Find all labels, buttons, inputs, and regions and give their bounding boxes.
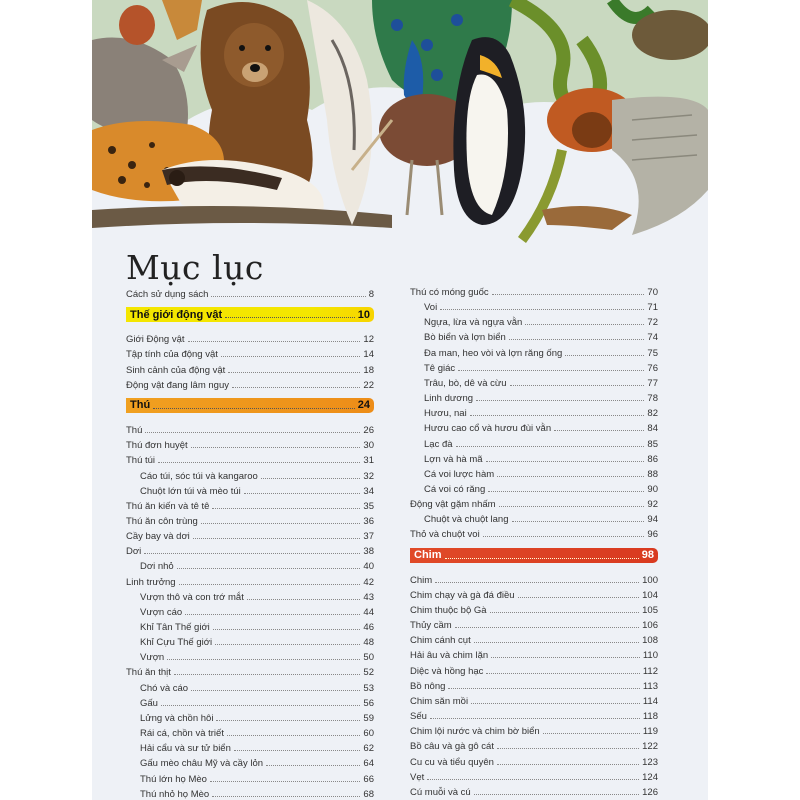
toc-entry-label: Thú có móng guốc: [410, 287, 489, 298]
toc-entry: [126, 377, 374, 391]
toc-entry: [410, 617, 658, 631]
toc-entry-label: Khỉ Cựu Thế giới: [140, 637, 213, 649]
dot-leader: [518, 597, 640, 598]
dot-leader: [486, 461, 645, 462]
toc-entry-page-number: 40: [363, 561, 374, 573]
toc-entry-page-number: 14: [363, 349, 374, 361]
toc-entry-page-number: 34: [363, 485, 374, 497]
toc-entry-page-number: 35: [363, 500, 374, 512]
dot-leader: [177, 568, 361, 569]
toc-entry-page-number: 8: [368, 289, 374, 300]
dot-leader: [225, 311, 355, 318]
toc-entry: [126, 513, 374, 527]
dot-leader: [191, 690, 360, 691]
toc-entry-label: Động vật đang lâm nguy: [126, 379, 229, 391]
dot-leader: [211, 296, 365, 297]
dot-leader: [212, 508, 360, 509]
toc-entry-label: Cú muỗi và cú: [410, 786, 471, 798]
toc-entry-page-number: 88: [647, 468, 658, 480]
toc-entry-page-number: 85: [647, 438, 658, 450]
toc-entry-label: Gấu mèo châu Mỹ và cầy lỏn: [140, 758, 264, 770]
dot-leader: [565, 355, 644, 356]
toc-entry-label: Voi: [424, 302, 438, 314]
toc-entry-page-number: 126: [642, 786, 658, 798]
dot-leader: [491, 657, 640, 658]
toc-entry-label: Chim chạy và gà đá điều: [410, 589, 515, 601]
toc-entry: [424, 329, 658, 343]
toc-entry: [140, 755, 374, 769]
toc-entry-page-number: 52: [363, 667, 374, 679]
toc-entry: [126, 543, 374, 557]
toc-entry: [424, 299, 658, 313]
dot-leader: [174, 674, 361, 675]
toc-entry-page-number: 37: [363, 531, 374, 543]
toc-entry-label: Bồ câu và gà gô cát: [410, 741, 494, 753]
dot-leader: [193, 538, 361, 539]
dot-leader: [201, 523, 361, 524]
toc-entry: [410, 632, 658, 646]
dot-leader: [474, 642, 639, 643]
toc-entry-page-number: 50: [363, 652, 374, 664]
dot-leader: [153, 402, 355, 409]
toc-entry-label: Giới Động vật: [126, 334, 185, 346]
toc-entry-label: Thú nhỏ họ Mèo: [140, 788, 210, 800]
toc-entry: [140, 558, 374, 572]
toc-entry-page-number: 114: [642, 695, 658, 707]
toc-entry-page-number: 94: [647, 514, 658, 526]
toc-entry-page-number: 78: [647, 393, 658, 405]
toc-entry-label: Trâu, bò, dê và cừu: [424, 377, 507, 389]
toc-entry-page-number: 10: [357, 308, 370, 321]
toc-entry-label: Cá voi lược hàm: [424, 468, 495, 480]
toc-entry: [126, 362, 374, 376]
toc-entry: [410, 602, 658, 616]
toc-entry-label: Cách sử dụng sách: [126, 289, 209, 300]
toc-entry-label: Thú đơn huyệt: [126, 440, 188, 452]
dot-leader: [492, 294, 645, 295]
toc-entry: [424, 511, 658, 525]
toc-entry-label: Khỉ Tân Thế giới: [140, 622, 210, 633]
dot-leader: [161, 705, 360, 706]
toc-entry: [140, 483, 374, 497]
toc-entry: [410, 526, 658, 540]
toc-entry-page-number: 66: [363, 773, 374, 785]
toc-entry: [424, 390, 658, 404]
dot-leader: [525, 324, 644, 325]
toc-entry-label: Thú ăn thịt: [126, 667, 171, 679]
toc-entry-page-number: 42: [363, 576, 374, 588]
toc-entry: [410, 693, 658, 707]
toc-entry-page-number: 30: [363, 440, 374, 452]
page-title: Mục lục: [126, 248, 264, 287]
dot-leader: [188, 341, 361, 342]
toc-entry-page-number: 108: [642, 635, 658, 647]
dot-leader: [458, 370, 644, 371]
dot-leader: [476, 400, 644, 401]
toc-entry-label: Vẹt: [410, 771, 425, 783]
toc-entry-label: Lửng và chồn hôi: [140, 712, 214, 724]
dot-leader: [470, 415, 645, 416]
toc-entry: [424, 345, 658, 359]
dot-leader: [474, 794, 639, 795]
toc-entry-label: Linh trưởng: [126, 576, 176, 588]
toc-entry-label: Vượn: [140, 652, 165, 664]
toc-entry: [126, 664, 374, 678]
toc-entry: [424, 314, 658, 328]
toc-entry-label: Chó và cáo: [140, 682, 189, 694]
dot-leader: [440, 309, 644, 310]
toc-entry: [424, 375, 658, 389]
dot-leader: [483, 536, 645, 537]
toc-entry-label: Dơi: [126, 546, 142, 558]
toc-entry-label: Cá voi có răng: [424, 483, 486, 495]
dot-leader: [191, 447, 361, 448]
toc-entry-page-number: 12: [363, 334, 374, 346]
toc-entry-page-number: 84: [647, 423, 658, 435]
toc-entry-page-number: 18: [363, 364, 374, 376]
toc-entry-page-number: 119: [642, 726, 658, 738]
toc-entry-page-number: 113: [642, 680, 658, 692]
toc-section-red: [410, 548, 658, 563]
toc-entry-label: Vượn cáo: [140, 606, 183, 618]
toc-entry: [126, 331, 374, 345]
toc-entry: [410, 708, 658, 722]
toc-entry-label: Chuột lớn túi và mèo túi: [140, 485, 241, 497]
toc-entry-label: Thú ăn côn trùng: [126, 515, 198, 527]
toc-entry: [410, 678, 658, 692]
toc-entry-page-number: 86: [647, 453, 658, 465]
dot-leader: [158, 462, 360, 463]
dot-leader: [554, 430, 644, 431]
toc-entry-page-number: 60: [363, 728, 374, 740]
dot-leader: [456, 446, 645, 447]
dot-leader: [488, 491, 644, 492]
toc-entry: [140, 695, 374, 709]
toc-entry: [424, 405, 658, 419]
toc-entry: [410, 738, 658, 752]
dot-leader: [221, 356, 361, 357]
toc-entry-label: Dơi nhỏ: [140, 561, 174, 573]
toc-entry-label: Chim: [410, 574, 433, 586]
toc-entry-page-number: 59: [363, 712, 374, 724]
dot-leader: [227, 735, 360, 736]
toc-entry-page-number: 31: [363, 455, 374, 467]
toc-entry: [126, 452, 374, 466]
toc-entry-page-number: 71: [647, 302, 658, 314]
dot-leader: [144, 553, 360, 554]
toc-entry-label: Rái cá, chồn và triết: [140, 728, 224, 740]
dot-leader: [179, 584, 361, 585]
toc-entry: [140, 604, 374, 618]
toc-entry-label: Thế giới động vật: [130, 308, 223, 321]
book-page: [92, 0, 708, 800]
toc-entry: [410, 572, 658, 586]
toc-entry-page-number: 110: [642, 650, 658, 662]
toc-entry-page-number: 70: [647, 287, 658, 298]
toc-entry-label: Chim thuộc bộ Gà: [410, 605, 487, 616]
toc-entry: [424, 436, 658, 450]
toc-entry-page-number: 100: [642, 574, 658, 586]
dot-leader: [471, 703, 640, 704]
toc-entry-page-number: 62: [363, 743, 374, 755]
dot-leader: [216, 720, 360, 721]
toc-entry-label: Hải cẩu và sư tử biển: [140, 743, 231, 755]
dot-leader: [497, 764, 639, 765]
toc-entry-label: Bồ nông: [410, 680, 446, 692]
toc-entry-label: Thú: [130, 399, 151, 412]
toc-entry: [410, 587, 658, 601]
toc-entry: [424, 451, 658, 465]
toc-entry-page-number: 123: [642, 756, 658, 768]
toc-entry-label: Cu cu và tiểu quyên: [410, 756, 494, 768]
dot-leader: [448, 688, 639, 689]
toc-entry-label: Thỏ và chuột voi: [410, 529, 480, 541]
toc-entry-label: Bò biển và lợn biển: [424, 332, 506, 344]
toc-section-orange: [126, 398, 374, 413]
dot-leader: [215, 644, 360, 645]
toc-entry-page-number: 36: [363, 515, 374, 527]
dot-leader: [510, 385, 645, 386]
toc-entry-page-number: 124: [642, 771, 658, 783]
dot-leader: [185, 614, 360, 615]
toc-entry-label: Chim săn mồi: [410, 695, 469, 707]
toc-entry-label: Hươu, nai: [424, 408, 467, 420]
dot-leader: [266, 765, 360, 766]
toc-entry-label: Linh dương: [424, 393, 474, 405]
toc-entry-label: Lạc đà: [424, 438, 453, 450]
toc-entry-page-number: 68: [363, 788, 374, 800]
toc-entry: [410, 647, 658, 661]
toc-entry: [140, 786, 374, 800]
dot-leader: [213, 629, 361, 630]
toc-section-yellow: [126, 307, 374, 322]
dot-leader: [497, 748, 639, 749]
dot-leader: [445, 552, 639, 559]
toc-entry-page-number: 26: [363, 425, 374, 437]
toc-entry-label: Cầy bay và dơi: [126, 531, 190, 543]
dot-leader: [427, 779, 639, 780]
toc-entry: [140, 634, 374, 648]
toc-entry: [410, 769, 658, 783]
toc-entry-label: Sếu: [410, 711, 427, 723]
dot-leader: [490, 612, 640, 613]
toc-entry-page-number: 112: [642, 665, 658, 677]
toc-entry-label: Tập tính của động vật: [126, 349, 218, 361]
toc-entry-page-number: 92: [647, 499, 658, 511]
dot-leader: [499, 506, 645, 507]
toc-entry-page-number: 43: [363, 591, 374, 603]
dot-leader: [486, 673, 639, 674]
toc-entry: [126, 286, 374, 300]
toc-entry-label: Sinh cảnh của động vật: [126, 364, 226, 376]
toc-entry: [126, 346, 374, 360]
dot-leader: [509, 339, 645, 340]
toc-entry-page-number: 90: [647, 483, 658, 495]
toc-entry-page-number: 48: [363, 637, 374, 649]
toc-entry-label: Thú túi: [126, 455, 156, 467]
toc-entry-label: Chuột và chuột lang: [424, 514, 509, 526]
toc-entry-page-number: 77: [647, 377, 658, 389]
toc-entry: [410, 723, 658, 737]
toc-entry: [140, 649, 374, 663]
toc-entry: [410, 496, 658, 510]
toc-entry-page-number: 46: [363, 622, 374, 633]
toc-entry-label: Hươu cao cổ và hươu đùi vằn: [424, 423, 552, 435]
dot-leader: [455, 627, 639, 628]
toc-entry: [140, 468, 374, 482]
toc-entry-page-number: 122: [642, 741, 658, 753]
dot-leader: [210, 781, 360, 782]
toc-entry-page-number: 106: [642, 620, 658, 632]
toc-entry-page-number: 98: [641, 549, 654, 562]
toc-entry: [424, 420, 658, 434]
toc-entry-label: Thủy cầm: [410, 620, 452, 632]
dot-leader: [212, 796, 360, 797]
toc-entry-label: Động vật gặm nhấm: [410, 499, 496, 511]
toc-entry-page-number: 44: [363, 606, 374, 618]
toc-entry-page-number: 56: [363, 697, 374, 709]
toc-entry-label: Thú ăn kiến và tê tê: [126, 500, 210, 512]
toc-entry: [140, 619, 374, 633]
dot-leader: [228, 372, 360, 373]
toc-entry: [424, 481, 658, 495]
dot-leader: [247, 599, 361, 600]
toc-entry-label: Lợn và hà mã: [424, 453, 483, 465]
toc-entry-label: Ngựa, lừa và ngựa vằn: [424, 317, 523, 329]
toc-entry-label: Thú lớn họ Mèo: [140, 773, 207, 785]
toc-entry-page-number: 96: [647, 529, 658, 541]
toc-entry-page-number: 105: [642, 605, 658, 616]
dot-leader: [497, 476, 644, 477]
toc-entry-page-number: 72: [647, 317, 658, 329]
toc-entry-page-number: 24: [357, 399, 370, 412]
toc-entry: [410, 284, 658, 298]
dot-leader: [234, 750, 361, 751]
toc-entry-label: Cáo túi, sóc túi và kangaroo: [140, 470, 258, 482]
toc-entry: [140, 740, 374, 754]
toc-entry-page-number: 22: [363, 379, 374, 391]
dot-leader: [232, 387, 360, 388]
toc-entry-label: Chim cánh cụt: [410, 635, 471, 647]
toc-entry: [126, 528, 374, 542]
toc-entry: [424, 466, 658, 480]
toc-entry: [410, 754, 658, 768]
toc-entry-page-number: 64: [363, 758, 374, 770]
toc-entry-page-number: 38: [363, 546, 374, 558]
toc-entry-page-number: 104: [642, 589, 658, 601]
toc-entry: [140, 680, 374, 694]
dot-leader: [145, 432, 360, 433]
dot-leader: [244, 493, 361, 494]
toc-entry: [140, 725, 374, 739]
dot-leader: [430, 718, 640, 719]
dot-leader: [512, 521, 645, 522]
toc-entry: [126, 422, 374, 436]
toc-entry: [410, 663, 658, 677]
toc-entry: [126, 437, 374, 451]
animal-illustration-banner: [92, 0, 708, 248]
toc-entry-label: Tê giác: [424, 362, 456, 374]
toc-entry-label: Diệc và hồng hạc: [410, 665, 484, 677]
toc-entry-label: Thú: [126, 425, 143, 437]
dot-leader: [261, 478, 361, 479]
toc-entry-label: Vượn thô và con trớ mắt: [140, 591, 244, 603]
toc-entry: [140, 710, 374, 724]
dot-leader: [435, 582, 639, 583]
toc-entry: [424, 360, 658, 374]
toc-entry: [140, 771, 374, 785]
toc-entry: [140, 589, 374, 603]
toc-entry-page-number: 76: [647, 362, 658, 374]
toc-entry-page-number: 75: [647, 347, 658, 359]
toc-entry-label: Đa man, heo vòi và lợn răng ống: [424, 347, 563, 359]
toc-entry: [410, 784, 658, 798]
toc-entry: [126, 498, 374, 512]
toc-entry-page-number: 32: [363, 470, 374, 482]
toc-entry-page-number: 82: [647, 408, 658, 420]
toc-entry-label: Hải âu và chim lặn: [410, 650, 489, 662]
toc-entry-label: Chim lội nước và chim bờ biển: [410, 726, 540, 738]
dot-leader: [543, 733, 640, 734]
toc-entry-page-number: 53: [363, 682, 374, 694]
toc-entry: [126, 574, 374, 588]
toc-entry-page-number: 74: [647, 332, 658, 344]
dot-leader: [167, 659, 360, 660]
toc-entry-label: Gấu: [140, 697, 158, 709]
toc-entry-label: Chim: [414, 549, 442, 562]
toc-entry-page-number: 118: [642, 711, 658, 723]
